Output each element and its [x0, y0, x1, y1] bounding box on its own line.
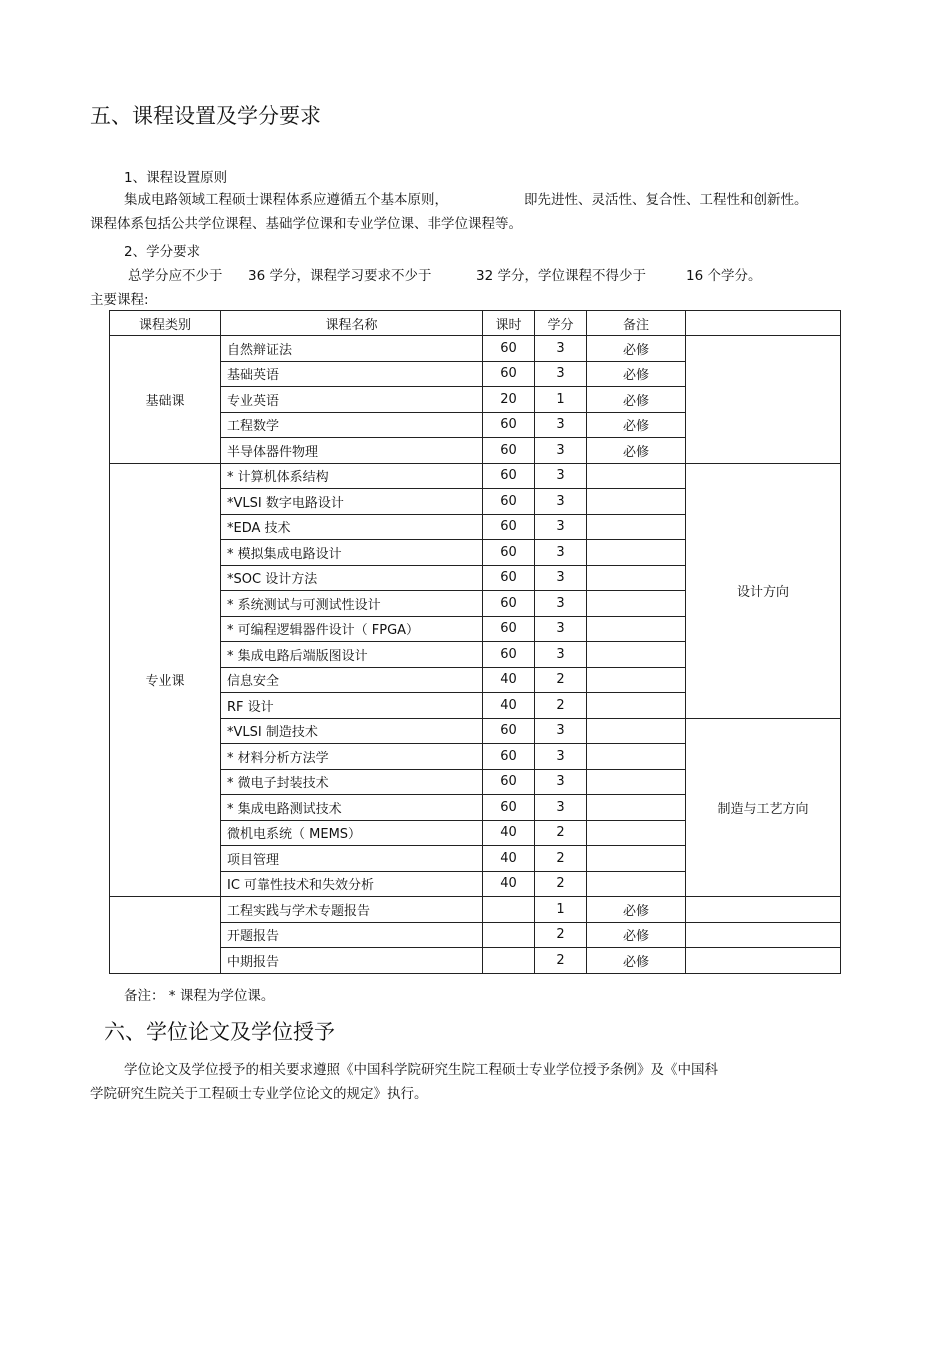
course-note: 必修 [587, 438, 686, 464]
course-hours: 60 [483, 412, 535, 438]
course-credits: 3 [535, 769, 587, 795]
course-name: 信息安全 [221, 667, 483, 693]
course-hours: 60 [483, 744, 535, 770]
course-credits: 2 [535, 693, 587, 719]
course-hours: 60 [483, 565, 535, 591]
direction-empty [686, 948, 841, 974]
course-hours [483, 948, 535, 974]
subheading-principles: 1、课程设置原则 [124, 170, 228, 186]
course-note [587, 718, 686, 744]
course-hours: 40 [483, 871, 535, 897]
course-hours: 60 [483, 540, 535, 566]
credit-text-4: 16 个学分。 [686, 268, 762, 284]
subheading-credits: 2、学分要求 [124, 244, 201, 260]
course-name: * 计算机体系结构 [221, 463, 483, 489]
header-credits: 学分 [535, 311, 587, 336]
course-name: * 可编程逻辑器件设计（ FPGA） [221, 616, 483, 642]
course-name: 工程实践与学术专题报告 [221, 897, 483, 923]
course-note: 必修 [587, 922, 686, 948]
course-credits: 2 [535, 922, 587, 948]
course-name: 基础英语 [221, 361, 483, 387]
course-note [587, 514, 686, 540]
course-name: * 模拟集成电路设计 [221, 540, 483, 566]
category-basic: 基础课 [110, 336, 221, 464]
course-name: * 材料分析方法学 [221, 744, 483, 770]
category-empty [110, 897, 221, 974]
course-hours: 40 [483, 693, 535, 719]
course-hours: 60 [483, 438, 535, 464]
course-credits: 3 [535, 718, 587, 744]
course-note [587, 591, 686, 617]
direction-manufacture: 制造与工艺方向 [686, 718, 841, 897]
course-name: 开题报告 [221, 922, 483, 948]
course-name: 中期报告 [221, 948, 483, 974]
course-note [587, 642, 686, 668]
direction-empty-basic [686, 336, 841, 464]
course-hours: 60 [483, 616, 535, 642]
course-hours: 40 [483, 667, 535, 693]
direction-empty [686, 897, 841, 923]
course-hours: 40 [483, 846, 535, 872]
section-6-text-1: 学位论文及学位授予的相关要求遵照《中国科学院研究生院工程硕士专业学位授予条例》及《中国科 [124, 1062, 718, 1078]
header-category: 课程类别 [110, 311, 221, 336]
course-credits: 2 [535, 820, 587, 846]
course-note [587, 540, 686, 566]
course-hours: 60 [483, 642, 535, 668]
course-hours: 60 [483, 591, 535, 617]
section-6-heading: 六、学位论文及学位授予 [104, 1020, 335, 1044]
course-hours: 20 [483, 387, 535, 413]
course-note [587, 463, 686, 489]
course-name: *SOC 设计方法 [221, 565, 483, 591]
course-credits: 3 [535, 642, 587, 668]
course-hours: 60 [483, 718, 535, 744]
course-credits: 3 [535, 591, 587, 617]
principle-text-b: 即先进性、灵活性、复合性、工程性和创新性。 [524, 192, 808, 208]
course-hours: 60 [483, 489, 535, 515]
category-major: 专业课 [110, 463, 221, 897]
course-credits: 3 [535, 744, 587, 770]
course-credits: 3 [535, 336, 587, 362]
header-hours: 课时 [483, 311, 535, 336]
course-name: 微机电系统（ MEMS） [221, 820, 483, 846]
course-note [587, 489, 686, 515]
course-name: 项目管理 [221, 846, 483, 872]
course-credits: 3 [535, 514, 587, 540]
course-note [587, 744, 686, 770]
course-credits: 3 [535, 565, 587, 591]
course-table [109, 310, 841, 974]
course-name: RF 设计 [221, 693, 483, 719]
course-credits: 3 [535, 540, 587, 566]
header-course-name: 课程名称 [221, 311, 483, 336]
main-courses-label: 主要课程: [90, 292, 149, 308]
course-note: 必修 [587, 948, 686, 974]
course-note [587, 693, 686, 719]
course-credits: 2 [535, 948, 587, 974]
credit-text-3: 32 学分，学位课程不得少于 [476, 268, 646, 284]
course-credits: 3 [535, 463, 587, 489]
section-5-heading: 五、课程设置及学分要求 [90, 104, 321, 128]
course-note: 必修 [587, 336, 686, 362]
course-name: *VLSI 制造技术 [221, 718, 483, 744]
course-note [587, 820, 686, 846]
principle-text-a: 集成电路领域工程硕士课程体系应遵循五个基本原则， [124, 192, 448, 208]
course-credits: 3 [535, 438, 587, 464]
course-credits: 1 [535, 387, 587, 413]
course-name: * 系统测试与可测试性设计 [221, 591, 483, 617]
course-name: 自然辩证法 [221, 336, 483, 362]
course-credits: 1 [535, 897, 587, 923]
course-hours [483, 897, 535, 923]
course-note [587, 616, 686, 642]
course-note [587, 846, 686, 872]
direction-empty [686, 922, 841, 948]
course-hours: 60 [483, 336, 535, 362]
course-name: *EDA 技术 [221, 514, 483, 540]
course-hours: 60 [483, 514, 535, 540]
credit-text-2: 36 学分，课程学习要求不少于 [248, 268, 432, 284]
course-hours: 60 [483, 463, 535, 489]
course-name: 工程数学 [221, 412, 483, 438]
course-credits: 2 [535, 667, 587, 693]
header-direction [686, 311, 841, 336]
course-hours: 60 [483, 361, 535, 387]
course-note: 必修 [587, 361, 686, 387]
course-name: * 微电子封装技术 [221, 769, 483, 795]
course-credits: 2 [535, 871, 587, 897]
header-note: 备注 [587, 311, 686, 336]
table-row [110, 336, 841, 362]
course-name: * 集成电路测试技术 [221, 795, 483, 821]
course-name: *VLSI 数字电路设计 [221, 489, 483, 515]
principle-text-2: 课程体系包括公共学位课程、基础学位课和专业学位课、非学位课程等。 [90, 216, 522, 232]
course-note [587, 565, 686, 591]
course-credits: 3 [535, 616, 587, 642]
course-hours: 40 [483, 820, 535, 846]
course-credits: 2 [535, 846, 587, 872]
table-row [110, 463, 841, 489]
course-credits: 3 [535, 489, 587, 515]
direction-design: 设计方向 [686, 463, 841, 718]
table-footnote: 备注： * 课程为学位课。 [124, 988, 275, 1004]
course-note [587, 667, 686, 693]
course-name: IC 可靠性技术和失效分析 [221, 871, 483, 897]
course-note: 必修 [587, 412, 686, 438]
course-credits: 3 [535, 361, 587, 387]
table-header-row [110, 311, 841, 336]
course-name: 专业英语 [221, 387, 483, 413]
course-name: * 集成电路后端版图设计 [221, 642, 483, 668]
course-note: 必修 [587, 897, 686, 923]
course-credits: 3 [535, 795, 587, 821]
course-hours [483, 922, 535, 948]
course-note [587, 795, 686, 821]
section-6-text-2: 学院研究生院关于工程硕士专业学位论文的规定》执行。 [90, 1086, 428, 1102]
credit-text-1: 总学分应不少于 [128, 268, 223, 284]
course-note [587, 871, 686, 897]
course-note: 必修 [587, 387, 686, 413]
course-hours: 60 [483, 769, 535, 795]
course-hours: 60 [483, 795, 535, 821]
table-row [110, 897, 841, 923]
course-credits: 3 [535, 412, 587, 438]
course-note [587, 769, 686, 795]
course-name: 半导体器件物理 [221, 438, 483, 464]
